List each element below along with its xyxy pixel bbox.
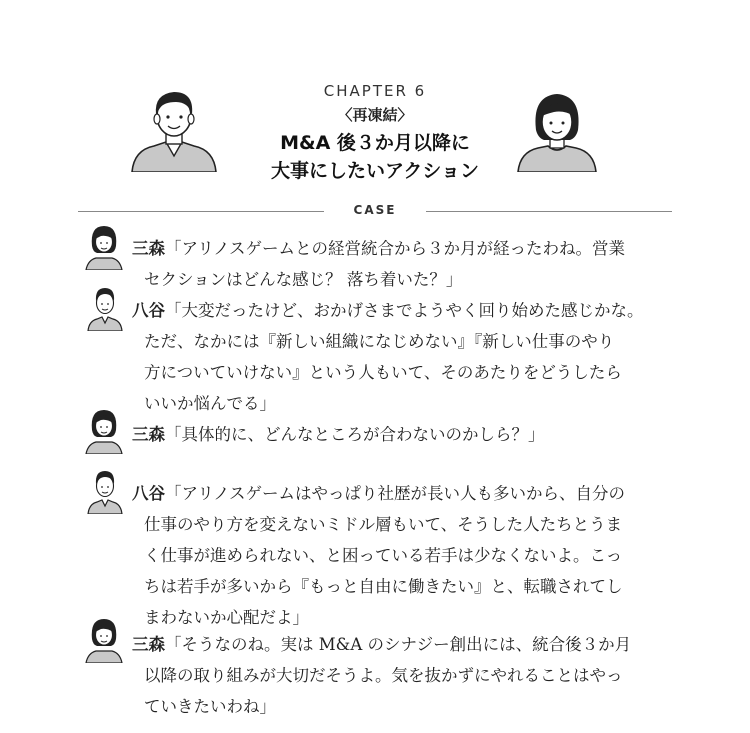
speech-line: 「具体的に、どんなところが合わないのかしら？」 xyxy=(165,425,545,444)
speech-line: ちは若手が多いから『もっと自由に働きたい』と、転職されてし xyxy=(144,577,623,596)
chapter-title-line-2: 大事にしたいアクション xyxy=(270,160,480,182)
speech-line: 「アリノスゲームはやっぱり社歴が長い人も多いから、自分の xyxy=(165,484,626,503)
speech-line: 仕事のやり方を変えないミドル層もいて、そうした人たちとうま xyxy=(144,515,623,534)
dialog-turn-3 xyxy=(132,419,672,450)
woman-avatar-icon xyxy=(84,408,124,454)
dialog-turn-5 xyxy=(132,629,672,722)
speaker-name: 三森 xyxy=(132,635,165,654)
speech-line: 「アリノスゲームとの経営統合から３か月が経ったわね。営業 xyxy=(165,239,626,258)
chapter-subtitle: 〈再凍結〉 xyxy=(337,106,413,124)
speech-line: まわないか心配だよ」 xyxy=(144,608,309,627)
speech-line: く仕事が進められない、と困っている若手は少なくないよ。こっ xyxy=(144,546,623,565)
chapter-header xyxy=(0,0,750,200)
case-divider-left xyxy=(78,211,324,212)
speech-line: 「そうなのね。実は M&A のシナジー創出には、統合後３か月 xyxy=(165,635,632,654)
dialog-turn-2 xyxy=(132,295,672,419)
dialog-turn-1 xyxy=(132,233,672,295)
man-avatar-icon xyxy=(86,283,124,331)
chapter-number: CHAPTER 6 xyxy=(323,82,427,100)
woman-avatar-icon xyxy=(84,224,124,270)
speech-line: いいか悩んでる」 xyxy=(144,394,276,413)
woman-illustration-icon xyxy=(514,90,600,172)
speech-line: 方についていけない』という人もいて、そのあたりをどうしたら xyxy=(144,363,622,382)
chapter-title-line-1: M&A 後３か月以降に xyxy=(280,132,470,154)
case-divider-right xyxy=(426,211,672,212)
speech-line: 以降の取り組みが大切だそうよ。気を抜かずにやれることはやっ xyxy=(144,666,623,685)
woman-avatar-icon xyxy=(84,617,124,663)
speech-line: ただ、なかには『新しい組織になじめない』『新しい仕事のやり xyxy=(144,332,615,351)
case-label: CASE xyxy=(353,203,397,217)
dialog-turn-4 xyxy=(132,478,672,633)
speaker-name: 三森 xyxy=(132,239,165,258)
speech-line: ていきたいわね」 xyxy=(144,697,276,716)
speaker-name: 三森 xyxy=(132,425,165,444)
man-avatar-icon xyxy=(86,466,124,514)
speaker-name: 八谷 xyxy=(132,484,165,503)
speech-line: 「大変だったけど、おかげさまでようやく回り始めた感じかな。 xyxy=(165,301,644,320)
speaker-name: 八谷 xyxy=(132,301,165,320)
speech-line: セクションはどんな感じ？ 落ち着いた？」 xyxy=(144,270,463,289)
